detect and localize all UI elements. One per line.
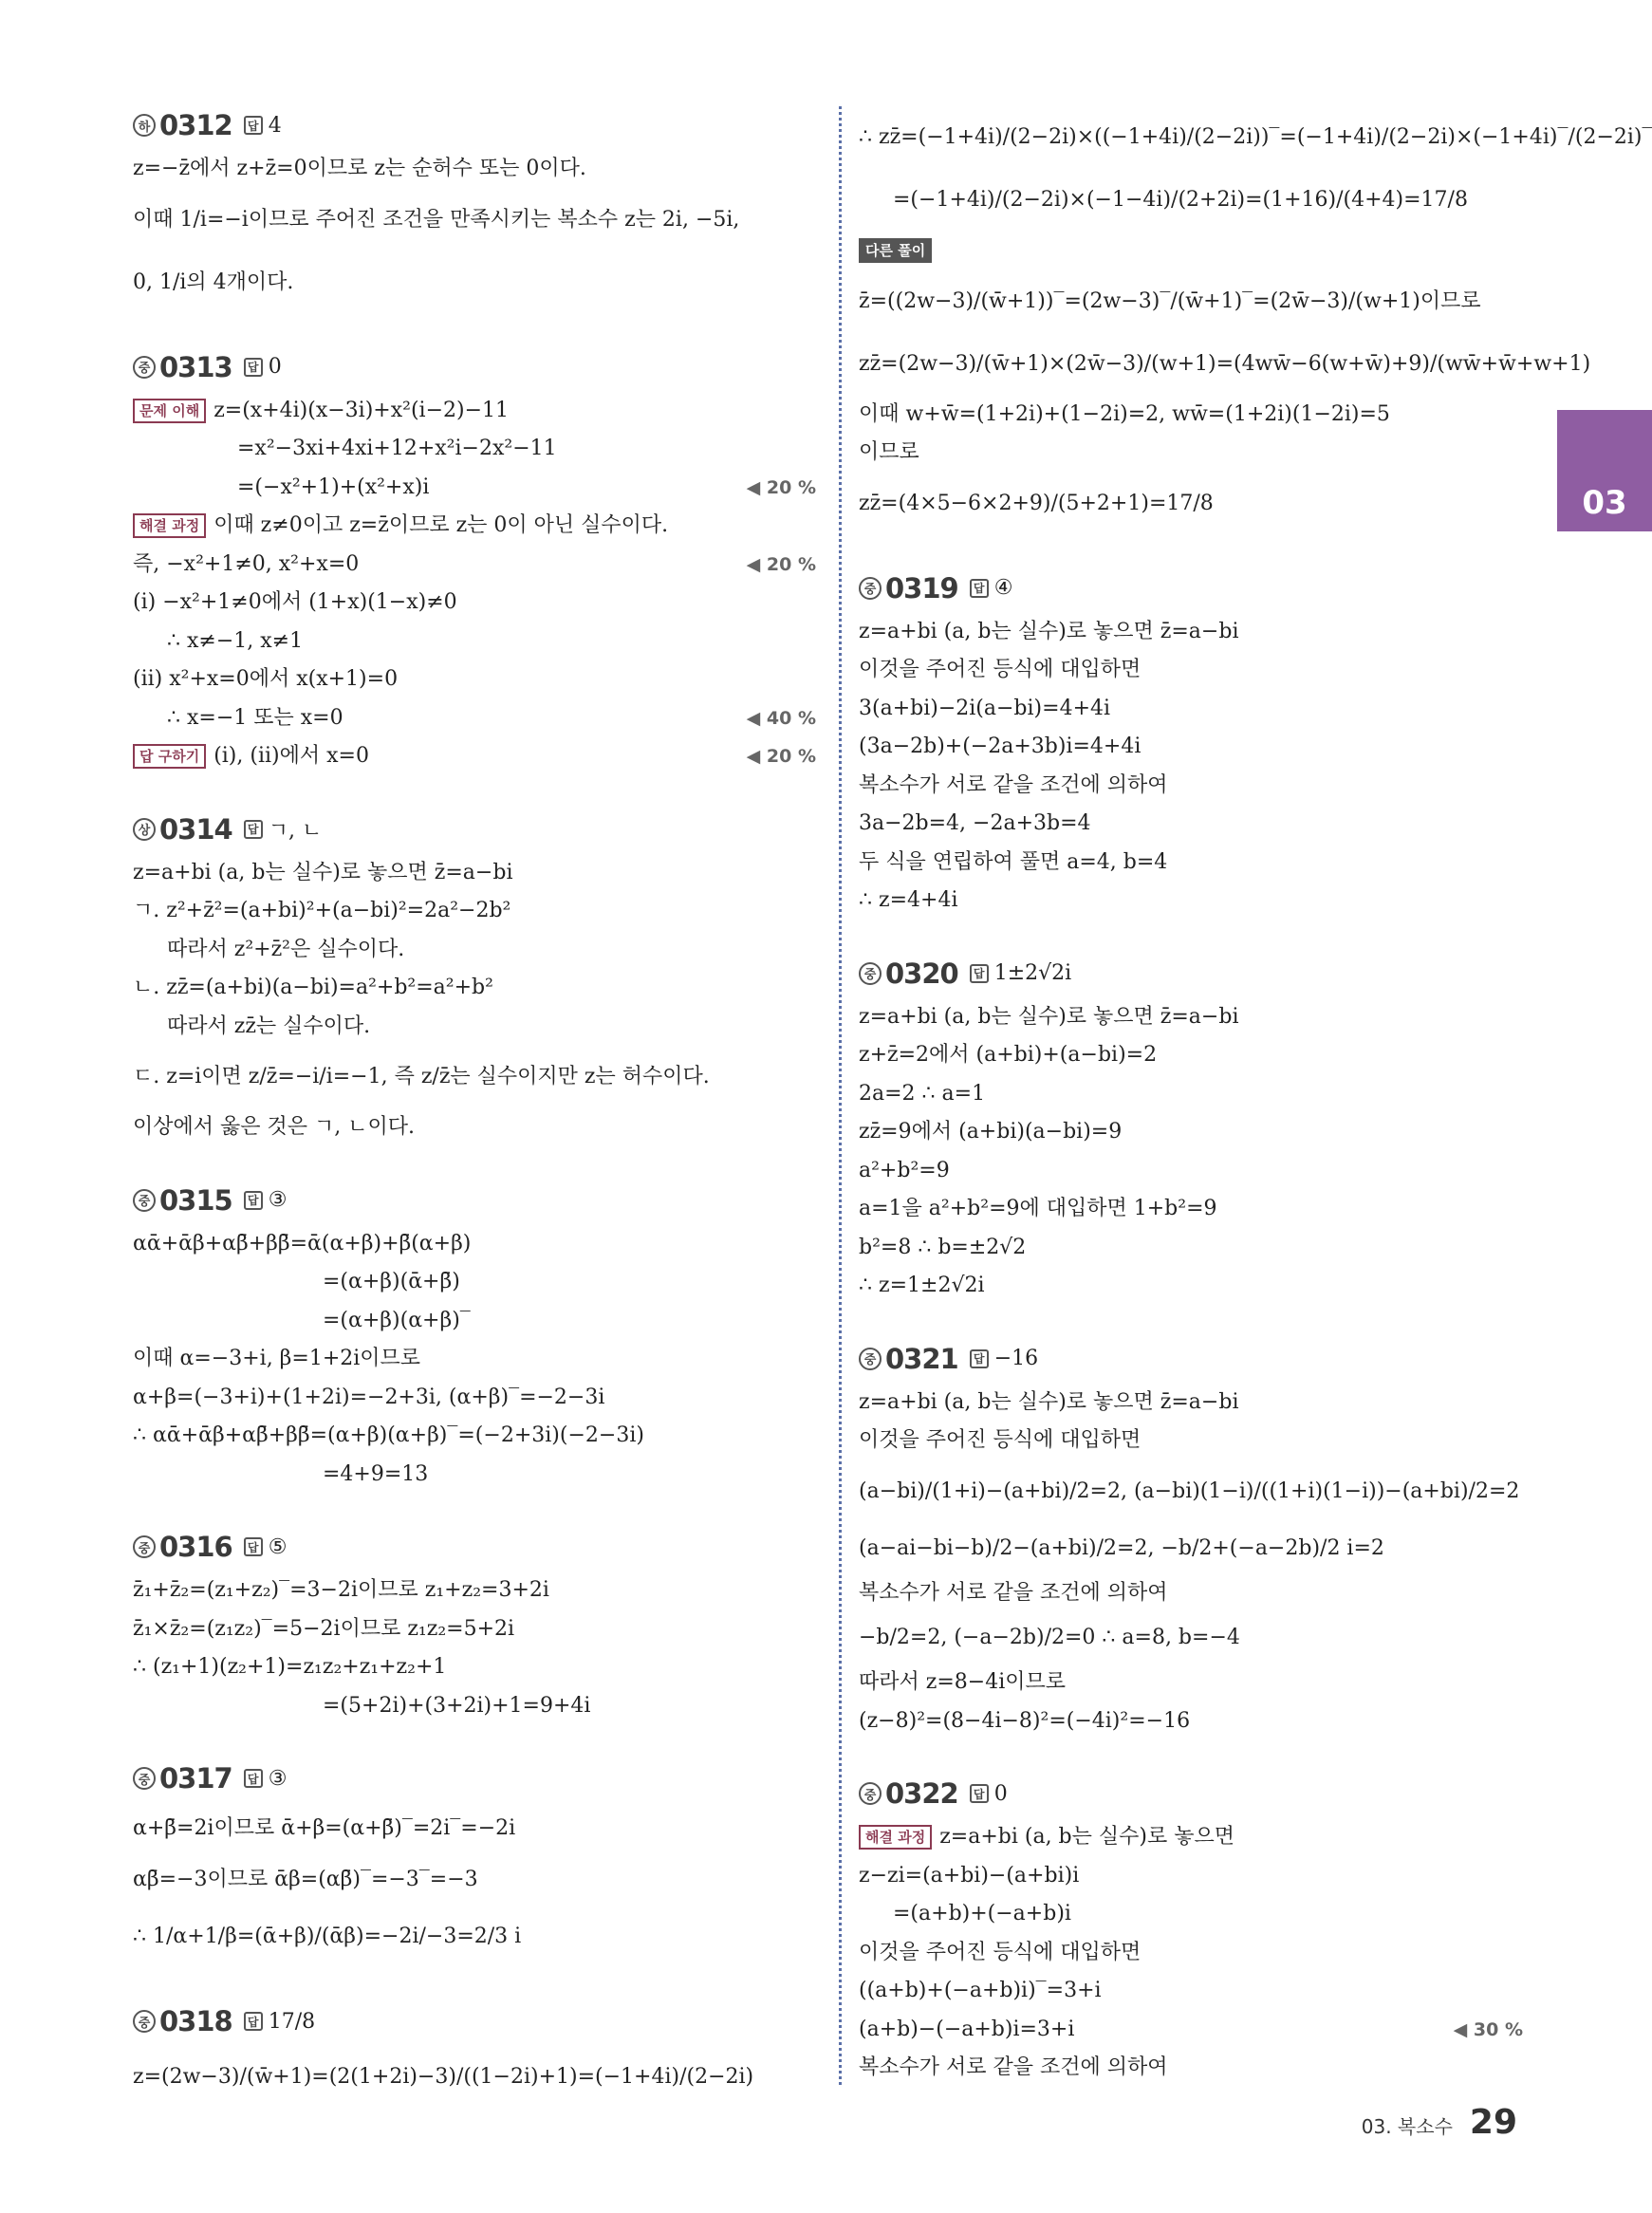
answer-value: 0 <box>993 1781 1008 1806</box>
solution-line <box>859 1523 1523 1574</box>
solution-text: ∴ αᾱ+ᾱβ+αβ̄+ββ̄=(α+β)(α+β)‾=(−2+3i)(−2−3i) <box>133 1423 644 1447</box>
answer-icon: 답 <box>244 116 263 135</box>
solution-text: ∴ z=4+4i <box>859 888 958 912</box>
difficulty-badge: 중 <box>859 1782 882 1805</box>
solution-text: 이때 w+w̄=(1+2i)+(1−2i)=2, ww̄=(1+2i)(1−2i)=5 <box>859 401 1390 426</box>
problem-0317 <box>133 1759 816 1968</box>
solution-line <box>859 1818 1523 1857</box>
problem-0315 <box>133 1181 816 1495</box>
solution-text: 이때 α=−3+i, β=1+2i이므로 <box>133 1347 421 1370</box>
solution-text: (a−bi)/(1+i)−(a+bi)/2=2, (a−bi)(1−i)/((1+i)(1−i))−(a+bi)/2=2 <box>859 1478 1520 1503</box>
chapter-tab: 03 <box>1557 410 1652 531</box>
solution-text: z=(x+4i)(x−3i)+x²(i−2)−11 <box>213 398 510 422</box>
solution-line <box>133 1417 816 1456</box>
problem-0314 <box>133 810 816 1147</box>
solution-text: =4+9=13 <box>323 1461 429 1486</box>
solution-line <box>133 1854 816 1906</box>
solution-text: ∴ z=1±2√2i <box>859 1274 985 1297</box>
problem-header <box>133 106 816 144</box>
solution-line <box>133 1687 816 1726</box>
solution-line <box>859 106 1652 169</box>
solution-text: αᾱ+ᾱβ+αβ̄+ββ̄=ᾱ(α+β)+β̄(α+β) <box>133 1231 472 1255</box>
solution-line <box>133 1803 816 1854</box>
solution-text: ∴ x≠−1, x≠1 <box>167 628 304 653</box>
solution-line <box>859 333 1591 396</box>
right-column <box>859 106 1652 2122</box>
problem-number: 0322 <box>885 1777 958 1810</box>
solution-line <box>133 1906 816 1968</box>
solution-text: z=(2w−3)/(w̄+1)=(2(1+2i)−3)/((1−2i)+1)=(−1+4i)/(2−2i) <box>133 2065 754 2089</box>
solution-line <box>859 1460 1523 1523</box>
problem-number: 0316 <box>159 1531 232 1563</box>
solution-line <box>859 1702 1523 1741</box>
answer-icon: 답 <box>970 579 989 598</box>
solution-text: (i), (ii)에서 x=0 <box>213 744 369 768</box>
solution-text: 이것을 주어진 등식에 대입하면 <box>859 658 1142 681</box>
solution-text: ∴ x=−1 또는 x=0 <box>167 705 343 730</box>
difficulty-badge: 중 <box>859 962 882 985</box>
solution-text: ㄴ. zz̄=(a+bi)(a−bi)=a²+b²=a²+b² <box>133 976 493 999</box>
solution-text: 이므로 <box>859 440 919 464</box>
solution-line <box>859 1384 1523 1423</box>
problem-number: 0320 <box>885 957 958 990</box>
problem-0322 <box>859 1775 1523 2088</box>
problem-number: 0312 <box>159 109 232 141</box>
solution-line <box>859 1075 1523 1114</box>
answer-value: 4 <box>268 113 282 138</box>
solution-text: α+β̄=2i이므로 ᾱ+β=(α+β̄)‾=2i‾=−2i <box>133 1816 516 1840</box>
solution-line <box>133 392 816 431</box>
solution-text: 3a−2b=4, −2a+3b=4 <box>859 811 1091 835</box>
solution-text: =(a+b)+(−a+b)i <box>893 1902 1071 1925</box>
problem-header <box>133 2002 816 2040</box>
solution-line <box>859 613 1523 652</box>
difficulty-badge: 중 <box>133 1767 156 1790</box>
answer-icon: 답 <box>244 2012 263 2031</box>
solution-line <box>859 1422 1523 1460</box>
solution-text: (a+b)−(−a+b)i=3+i <box>859 2017 1075 2041</box>
solution-text: ∴ (z₁+1)(z₂+1)=z₁z₂+z₁+z₂+1 <box>133 1655 447 1679</box>
problem-0313 <box>133 348 816 776</box>
solution-text: 따라서 zz̄는 실수이다. <box>167 1014 371 1038</box>
problem-0312 <box>133 106 816 314</box>
solution-line <box>859 805 1523 844</box>
solution-text: z=a+bi (a, b는 실수)로 놓으면 z̄=a−bi <box>133 860 513 884</box>
solution-text: z=a+bi (a, b는 실수)로 놓으면 z̄=a−bi <box>859 1389 1239 1414</box>
solution-line <box>859 473 1523 535</box>
answer-icon: 답 <box>244 358 263 377</box>
solution-text: z=a+bi (a, b는 실수)로 놓으면 z̄=a−bi <box>859 619 1239 643</box>
footer-chapter: 03. 복소수 <box>1361 2115 1453 2138</box>
solution-text: 3(a+bi)−2i(a−bi)=4+4i <box>859 696 1111 720</box>
answer-value: ③ <box>268 1766 288 1791</box>
problem-header <box>133 1759 816 1797</box>
solution-text: 2a=2 ∴ a=1 <box>859 1081 986 1106</box>
solution-text: z=a+bi (a, b는 실수)로 놓으면 z̄=a−bi <box>859 1004 1239 1029</box>
solution-line <box>859 232 1523 270</box>
solution-text: zz̄=9에서 (a+bi)(a−bi)=9 <box>859 1120 1123 1144</box>
solution-text: z̄=((2w−3)/(w̄+1))‾=(2w−3)‾/(w̄+1)‾=(2w̄−3)/(w+1)이므로 <box>859 288 1481 313</box>
solution-line <box>859 1036 1523 1075</box>
solution-line <box>859 1229 1523 1268</box>
solution-line <box>133 1571 816 1610</box>
solution-line <box>133 150 816 189</box>
solution-line <box>859 1857 1523 1896</box>
solution-line <box>133 507 816 546</box>
solution-line <box>859 728 1523 767</box>
solution-text: =(α+β)(ᾱ+β̄) <box>323 1270 460 1293</box>
solution-line <box>133 623 816 661</box>
solution-line <box>859 1113 1523 1152</box>
solution-line <box>133 1046 816 1108</box>
answer-value: 0 <box>268 355 282 379</box>
solution-line <box>133 1008 816 1047</box>
solution-text: 따라서 z=8−4i이므로 <box>859 1670 1066 1694</box>
problem-header <box>859 569 1523 607</box>
answer-icon: 답 <box>244 820 263 839</box>
solution-line <box>859 1612 1523 1664</box>
solution-text: ((a+b)+(−a+b)i)‾=3+i <box>859 1979 1102 2002</box>
problem-header <box>859 1340 1523 1378</box>
solution-line <box>859 1190 1523 1229</box>
solution-line <box>133 1263 816 1302</box>
solution-line <box>859 1574 1523 1613</box>
solution-text: 이것을 주어진 등식에 대입하면 <box>859 1940 1142 1964</box>
solution-line <box>859 2049 1523 2088</box>
solution-text: z+z̄=2에서 (a+bi)+(a−bi)=2 <box>859 1043 1158 1067</box>
solution-text: α+β=(−3+i)+(1+2i)=−2+3i, (α+β)‾=−2−3i <box>133 1385 605 1409</box>
solution-text: =(α+β)(α+β)‾ <box>323 1308 471 1332</box>
step-tag: 해결 과정 <box>859 1825 932 1850</box>
solution-text: ㄱ. z²+z̄²=(a+bi)²+(a−bi)²=2a²−2b² <box>133 899 511 922</box>
answer-icon: 답 <box>244 1191 263 1210</box>
solution-text: =(5+2i)+(3+2i)+1=9+4i <box>323 1693 591 1718</box>
solution-line <box>859 767 1523 806</box>
solution-line <box>859 844 1523 883</box>
solution-text: 복소수가 서로 같을 조건에 의하여 <box>859 1580 1168 1605</box>
solution-text: z̄₁+z̄₂=(z₁+z₂)‾=3−2i이므로 z₁+z₂=3+2i <box>133 1578 549 1602</box>
solution-line <box>859 434 1523 473</box>
solution-line <box>859 270 1523 333</box>
problem-0316 <box>133 1528 816 1725</box>
solution-line <box>133 1302 816 1341</box>
answer-value: ㄱ, ㄴ <box>268 819 323 843</box>
difficulty-badge: 상 <box>133 818 156 841</box>
solution-text: z=a+bi (a, b는 실수)로 놓으면 <box>939 1825 1234 1849</box>
answer-value: 17/8 <box>268 2009 316 2034</box>
problem-header <box>859 1775 1523 1813</box>
solution-line <box>859 169 1523 232</box>
solution-line <box>133 737 816 776</box>
score-percent: ◀ 30 % <box>1453 2018 1523 2040</box>
solution-line <box>859 998 1523 1037</box>
solution-line <box>133 1648 816 1687</box>
problem-number: 0321 <box>885 1342 958 1375</box>
solution-text: zz̄=(4×5−6×2+9)/(5+2+1)=17/8 <box>859 491 1214 515</box>
problem-number: 0318 <box>159 2005 232 2037</box>
solution-line <box>133 1379 816 1418</box>
problem-0321 <box>859 1340 1523 1741</box>
solution-text: ㄷ. z=i이면 z/z̄=−i/i=−1, 즉 z/z̄는 실수이지만 z는 허수이다. <box>133 1065 710 1088</box>
answer-value: ⑤ <box>268 1534 288 1559</box>
problem-header <box>133 810 816 848</box>
solution-line <box>133 2046 816 2109</box>
answer-value: −16 <box>993 1347 1039 1370</box>
left-column <box>133 106 816 2143</box>
page-number: 29 <box>1469 2103 1517 2142</box>
solution-line <box>859 1895 1523 1934</box>
problem-number: 0315 <box>159 1183 232 1217</box>
solution-line <box>133 969 816 1008</box>
solution-text: 이때 1/i=−i이므로 주어진 조건을 만족시키는 복소수 z는 2i, −5i, <box>133 207 740 232</box>
solution-line <box>133 189 816 251</box>
solution-line <box>133 584 816 623</box>
difficulty-badge: 중 <box>133 2010 156 2033</box>
answer-icon: 답 <box>970 1349 989 1368</box>
solution-text: =(−x²+1)+(x²+x)i <box>237 474 430 499</box>
solution-line <box>859 1934 1523 1973</box>
solution-line <box>133 931 816 970</box>
solution-line <box>133 430 816 469</box>
problem-0320 <box>859 955 1523 1306</box>
solution-line <box>133 1340 816 1379</box>
problem-0319 <box>859 569 1523 921</box>
score-percent: ◀ 40 % <box>746 707 816 729</box>
problem-number: 0319 <box>885 571 958 604</box>
solution-text: (3a−2b)+(−2a+3b)i=4+4i <box>859 735 1142 758</box>
solution-text: b²=8 ∴ b=±2√2 <box>859 1235 1027 1259</box>
answer-icon: 답 <box>970 964 989 983</box>
difficulty-badge: 중 <box>859 1348 882 1370</box>
solution-text: 복소수가 서로 같을 조건에 의하여 <box>859 2055 1168 2079</box>
answer-value: ③ <box>268 1188 288 1212</box>
solution-line <box>133 1225 816 1264</box>
solution-line <box>859 396 1523 435</box>
solution-line <box>133 469 816 508</box>
solution-text: ∴ 1/α+1/β=(ᾱ+β)/(ᾱβ)=−2i/−3=2/3 i <box>133 1925 522 1948</box>
solution-text: 따라서 z²+z̄²은 실수이다. <box>167 937 405 961</box>
column-divider <box>839 106 842 2085</box>
solution-text: 즉, −x²+1≠0, x²+x=0 <box>133 551 360 576</box>
solution-text: a=1을 a²+b²=9에 대입하면 1+b²=9 <box>859 1197 1217 1220</box>
solution-text: 0, 1/i의 4개이다. <box>133 270 294 294</box>
solution-text: z̄₁×z̄₂=(z₁z₂)‾=5−2i이므로 z₁z₂=5+2i <box>133 1616 515 1641</box>
solution-text: αβ̄=−3이므로 ᾱβ=(αβ̄)‾=−3‾=−3 <box>133 1868 478 1891</box>
problem-header <box>859 955 1523 993</box>
solution-text: (z−8)²=(8−4i−8)²=(−4i)²=−16 <box>859 1708 1191 1733</box>
answer-icon: 답 <box>244 1537 263 1556</box>
problem-header <box>133 348 816 386</box>
score-percent: ◀ 20 % <box>746 553 816 575</box>
step-tag: 문제 이해 <box>133 399 206 423</box>
solution-text: z−zi=(a+bi)−(a+bi)i <box>859 1863 1080 1888</box>
solution-line <box>133 546 816 585</box>
solution-line <box>859 690 1523 729</box>
difficulty-badge: 중 <box>133 1535 156 1558</box>
step-tag: 다른 풀이 <box>859 238 932 263</box>
problem-number: 0314 <box>159 812 232 846</box>
solution-line <box>859 2011 1523 2050</box>
solution-line <box>859 1664 1523 1702</box>
solution-text: (i) −x²+1≠0에서 (1+x)(1−x)≠0 <box>133 590 457 614</box>
solution-text: zz̄=(2w−3)/(w̄+1)×(2w̄−3)/(w+1)=(4ww̄−6(w+w̄)+9)/(ww̄+w̄+w+1) <box>859 351 1591 376</box>
solution-line <box>133 251 816 314</box>
solution-text: 이것을 주어진 등식에 대입하면 <box>859 1428 1142 1452</box>
solution-text: (a−ai−bi−b)/2−(a+bi)/2=2, −b/2+(−a−2b)/2 i=2 <box>859 1535 1384 1560</box>
page-footer <box>1362 2103 1517 2142</box>
answer-icon: 답 <box>244 1769 263 1788</box>
solution-text: =x²−3xi+4xi+12+x²i−2x²−11 <box>237 437 557 460</box>
solution-text: 복소수가 서로 같을 조건에 의하여 <box>859 772 1168 797</box>
solution-line <box>859 1972 1523 2011</box>
problem-header <box>133 1528 816 1566</box>
score-percent: ◀ 20 % <box>746 746 816 767</box>
solution-text: =(−1+4i)/(2−2i)×(−1−4i)/(2+2i)=(1+16)/(4+4)=17/8 <box>893 188 1468 212</box>
difficulty-badge: 하 <box>133 114 156 137</box>
solution-line <box>133 1610 816 1649</box>
solution-text: z=−z̄에서 z+z̄=0이므로 z는 순허수 또는 0이다. <box>133 157 586 180</box>
solution-line <box>859 651 1523 690</box>
solution-line <box>859 1152 1523 1191</box>
problem-number: 0313 <box>159 350 232 383</box>
solution-line <box>133 854 816 893</box>
solution-line <box>133 892 816 931</box>
solution-text: 이상에서 옳은 것은 ㄱ, ㄴ이다. <box>133 1115 415 1139</box>
solution-line <box>133 1456 816 1495</box>
solution-line <box>133 660 816 699</box>
answer-value: 1±2√2i <box>993 961 1072 985</box>
solution-line <box>133 699 816 738</box>
answer-icon: 답 <box>970 1784 989 1803</box>
solution-text: −b/2=2, (−a−2b)/2=0 ∴ a=8, b=−4 <box>859 1626 1240 1649</box>
solution-text: (ii) x²+x=0에서 x(x+1)=0 <box>133 667 399 691</box>
solution-line <box>859 1267 1523 1306</box>
answer-value: ④ <box>993 576 1013 600</box>
solution-text: 이때 z≠0이고 z=z̄이므로 z는 0이 아닌 실수이다. <box>213 513 669 537</box>
score-percent: ◀ 20 % <box>746 476 816 498</box>
solution-line <box>859 882 1523 921</box>
difficulty-badge: 중 <box>133 356 156 379</box>
problem-header <box>133 1181 816 1219</box>
step-tag: 답 구하기 <box>133 744 206 769</box>
step-tag: 해결 과정 <box>133 513 206 538</box>
problem-number: 0317 <box>159 1762 232 1795</box>
difficulty-badge: 중 <box>133 1189 156 1212</box>
problem-0318 <box>133 2002 816 2109</box>
solution-text: 두 식을 연립하여 풀면 a=4, b=4 <box>859 849 1168 874</box>
solution-line <box>133 1108 816 1147</box>
difficulty-badge: 중 <box>859 577 882 600</box>
solution-text: a²+b²=9 <box>859 1158 950 1182</box>
solution-text: ∴ zz̄=(−1+4i)/(2−2i)×((−1+4i)/(2−2i))‾=(−1+4i)/(2−2i)×(−1+4i)‾/(2−2i)‾ <box>859 125 1652 149</box>
